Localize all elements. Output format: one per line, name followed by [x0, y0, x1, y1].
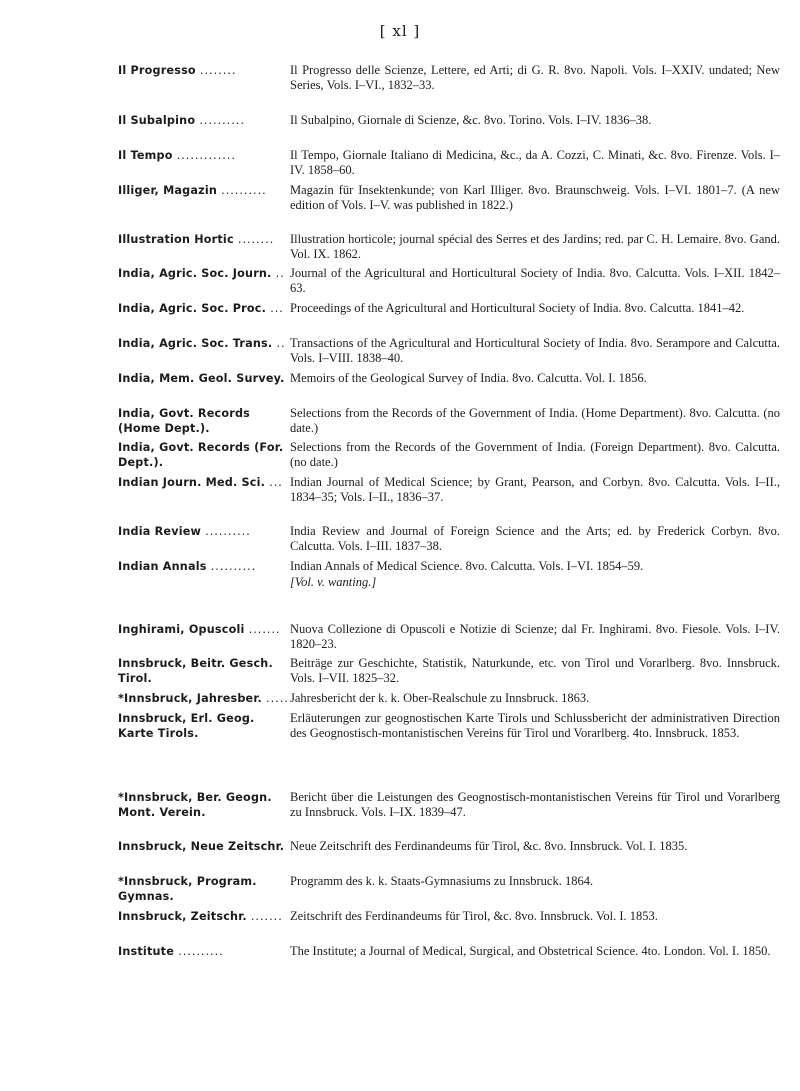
entry-abbreviation: India, Mem. Geol. Survey. [118, 372, 285, 385]
entry-abbreviation: Innsbruck, Erl. Geog. Karte Tirols. [118, 712, 255, 740]
entry-description: Il Subalpino, Giornale di Scienze, &c. 8vo. Torino. Vols. I–IV. 1836–38. [290, 113, 652, 127]
entry-abbreviation: Indian Annals .......... [118, 560, 257, 573]
entry-description: Selections from the Records of the Government of India. (Foreign Department). 8vo. Calcutta. (no date.) [290, 440, 780, 469]
entry-description: The Institute; a Journal of Medical, Surgical, and Obstetrical Science. 4to. London. Vol. I. 1850. [290, 944, 771, 958]
entry-description: Illustration horticole; journal spécial des Serres et des Jardins; red. par C. H. Lemaire. 8vo. Gand. Vol. IX. 1862. [290, 232, 780, 261]
entry-description: Magazin für Insektenkunde; von Karl Illiger. 8vo. Braunschweig. Vols. I–VI. 1801–7. (A new edition of Vols. I–V. was published in 1822.) [290, 183, 780, 212]
entry-description: Neue Zeitschrift des Ferdinandeums für Tirol, &c. 8vo. Innsbruck. Vol. I. 1835. [290, 839, 688, 853]
entry-abbreviation: Innsbruck, Neue Zeitschr. [118, 840, 285, 853]
entry-abbreviation: Institute .......... [118, 945, 224, 958]
entry-description: Transactions of the Agricultural and Horticultural Society of India. 8vo. Serampore and Calcutta. Vols. I–VIII. 1838–40. [290, 336, 780, 365]
entry-description: Il Progresso delle Scienze, Lettere, ed Arti; di G. R. 8vo. Napoli. Vols. I–XXIV. undated; New Series, Vols. I–VI., 1832–33. [290, 63, 780, 92]
entry-abbreviation: Il Subalpino .......... [118, 114, 245, 127]
entry-abbreviation: India, Agric. Soc. Proc. ... [118, 302, 284, 315]
entry-description: Jahresbericht der k. k. Ober-Realschule zu Innsbruck. 1863. [290, 691, 590, 705]
entry-abbreviation: Innsbruck, Beitr. Gesch. Tirol. [118, 657, 273, 685]
entry-description: Selections from the Records of the Government of India. (Home Department). 8vo. Calcutta. (no date.) [290, 406, 780, 435]
entry-abbreviation: India Review .......... [118, 525, 251, 538]
entry-description: Memoirs of the Geological Survey of India. 8vo. Calcutta. Vol. I. 1856. [290, 371, 647, 385]
entry-abbreviation: Indian Journ. Med. Sci. ... [118, 476, 283, 489]
entry-description: Journal of the Agricultural and Horticultural Society of India. 8vo. Calcutta. Vols. I–XII. 1842–63. [290, 266, 780, 295]
entry-abbreviation: India, Govt. Records (Home Dept.). [118, 407, 251, 435]
entry-description: India Review and Journal of Foreign Science and the Arts; ed. by Frederick Corbyn. 8vo. Calcutta. Vols. I–III. 1837–38. [290, 524, 780, 553]
entry-abbreviation: Inghirami, Opuscoli ....... [118, 623, 281, 636]
entry-description: Indian Annals of Medical Science. 8vo. Calcutta. Vols. I–VI. 1854–59. [Vol. v. wanting.] [290, 559, 780, 590]
entry-note: [Vol. v. wanting.] [290, 575, 377, 589]
entry-description: Proceedings of the Agricultural and Horticultural Society of India. 8vo. Calcutta. 1841–42. [290, 301, 745, 315]
entry-description: Zeitschrift des Ferdinandeums für Tirol, &c. 8vo. Innsbruck. Vol. I. 1853. [290, 909, 658, 923]
entry-description: Erläuterungen zur geognostischen Karte Tirols und Schlussbericht der administrativen Direction des Geognostisch-montanistischen Vereins für Tirol und Vorarlberg. 4to. Innsbruck. 1853. [290, 711, 780, 740]
entry-abbreviation: Illiger, Magazin .......... [118, 184, 267, 197]
entry-description: Bericht über die Leistungen des Geognostisch-montanistischen Vereins für Tirol und Vorarlberg zu Innsbruck. Vols. I–IX. 1839–47. [290, 790, 780, 819]
page-number: [ xl ] [379, 22, 421, 40]
entry-abbreviation: Il Progresso ........ [118, 64, 237, 77]
entry-description: Programm des k. k. Staats-Gymnasiums zu Innsbruck. 1864. [290, 874, 594, 888]
entry-abbreviation: Il Tempo ............. [118, 149, 236, 162]
entry-abbreviation: Illustration Hortic ........ [118, 233, 275, 246]
entry-abbreviation: *Innsbruck, Jahresber. ..... [118, 692, 289, 705]
entry-description: Nuova Collezione di Opuscoli e Notizie di Scienze; dal Fr. Inghirami. 8vo. Fiesole. Vols. I–IV. 1820–23. [290, 622, 780, 651]
entry-description: Beiträge zur Geschichte, Statistik, Naturkunde, etc. von Tirol und Vorarlberg. 8vo. Innsbruck. Vols. I–VII. 1825–32. [290, 656, 780, 685]
entry-abbreviation: *Innsbruck, Program. Gymnas. [118, 875, 257, 903]
entry-abbreviation: India, Govt. Records (For. Dept.). [118, 441, 284, 469]
entry-abbreviation: India, Agric. Soc. Trans. .. [118, 337, 286, 350]
entry-abbreviation: Innsbruck, Zeitschr. ....... [118, 910, 283, 923]
entry-description: Il Tempo, Giornale Italiano di Medicina, &c., da A. Cozzi, C. Minati, &c. 8vo. Firenze. Vols. I–IV. 1858–60. [290, 148, 780, 177]
entry-abbreviation: India, Agric. Soc. Journ. .. [118, 267, 285, 280]
entry-description: Indian Journal of Medical Science; by Grant, Pearson, and Corbyn. 8vo. Calcutta. Vols. I–II., 1834–35; Vols. I–II., 1836–37. [290, 475, 780, 504]
entry-abbreviation: *Innsbruck, Ber. Geogn. Mont. Verein. [118, 791, 272, 819]
